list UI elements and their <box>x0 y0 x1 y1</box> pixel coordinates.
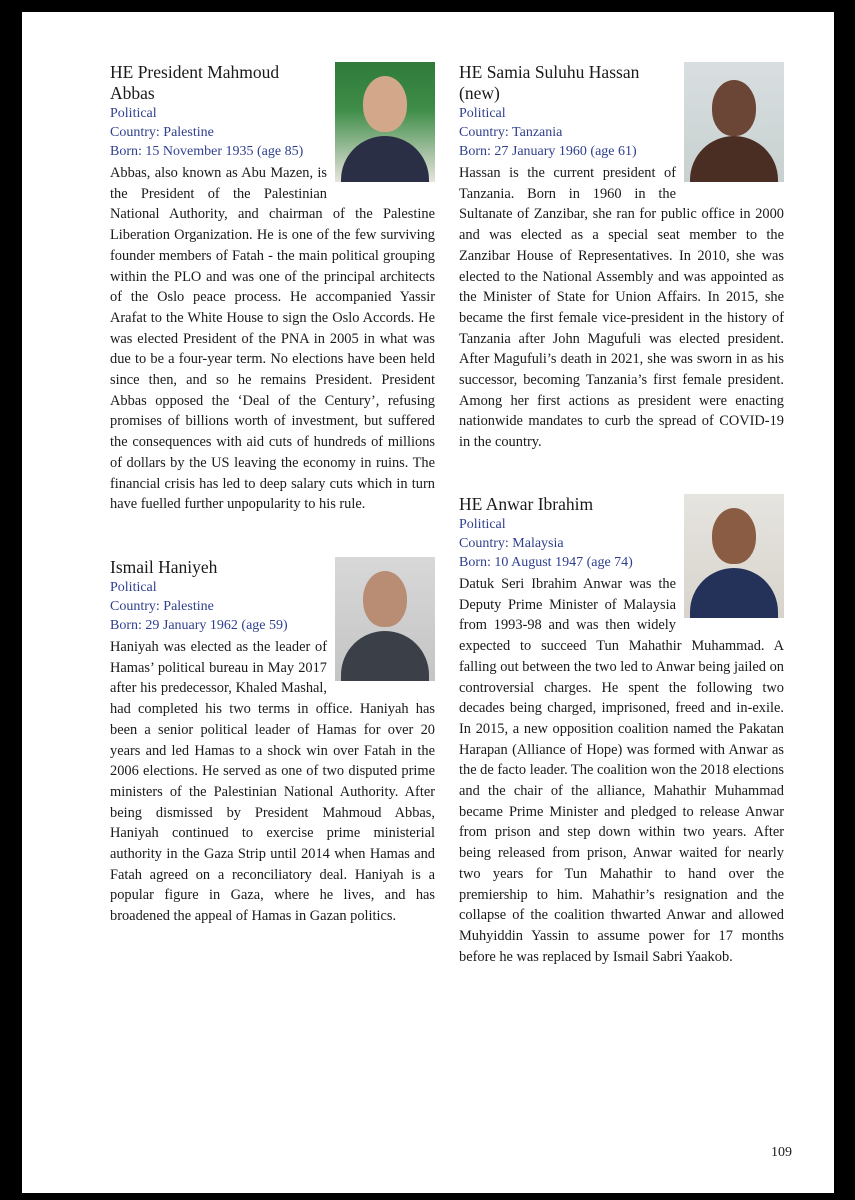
profile-abbas <box>110 62 435 515</box>
profile-category: Political <box>110 580 157 595</box>
portrait-photo <box>684 62 784 182</box>
page-number: 109 <box>771 1145 792 1160</box>
profile-country: Country: Tanzania <box>459 125 563 140</box>
profile-category: Political <box>459 106 506 121</box>
portrait-head <box>712 508 756 564</box>
profile-born: Born: 29 January 1962 (age 59) <box>110 618 288 633</box>
profile-category: Political <box>110 106 157 121</box>
portrait-head <box>363 571 407 627</box>
portrait-head <box>712 80 756 136</box>
profile-bio: Datuk Seri Ibrahim Anwar was the Deputy Prime Minister of Malaysia from 1993-98 and was then widely expected to succeed Tun Mahathir Muhammad. A falling out between the two led to Anwar being jailed on controversial charges. He spent the following two decades being charged, imprisoned, freed and in-exile. In 2015, a new opposition coalition named the Pakatan Harapan (Alliance of Hope) was formed with Anwar as the de facto leader. The coalition won the 2018 elections and the chair of the alliance, Mahathir Muhammad became Prime Minister and pledged to release Anwar from prison and step down within two years. After being released from prison, Anwar waited for nearly two years for Tun Mahathir to hand over the premiership to him. Mahathir’s resignation and the collapse of the coalition thwarted Anwar and allowed Muhyiddin Yassin to assume power for 17 months before he was replaced by Ismail Sabri Yaakob. <box>459 576 785 965</box>
portrait-shoulders <box>341 136 429 182</box>
profile-country: Country: Palestine <box>110 125 214 140</box>
portrait-head <box>363 76 407 132</box>
profile-bio: Abbas, also known as Abu Mazen, is the President of the Palestinian National Authority, and chairman of the Palestine Liberation Organization. He is one of the few surviving founder members of Fatah - the main political grouping within the PLO and was one of the principal architects of the Oslo peace process. He accompanied Yassir Arafat to the White House to sign the Oslo Accords. He was elected President of the PNA in 2005 in what was due to be a four-year term. No elections have been held since then, and so he remains President. President Abbas opposed the ‘Deal of the Century’, refusing promises of billions worth of investment, but suffered the consequences with aid cuts of hundreds of millions of dollars by the US leaving the economy in ruins. The financial crisis has led to deep salary cuts which in turn have fuelled further unpopularity to his rule. <box>110 165 435 513</box>
profile-bio: Hassan is the current president of Tanzania. Born in 1960 in the Sultanate of Zanzibar, she ran for public office in 2000 and was elected as a special seat member to the Zanzibar House of Representatives. In 2010, she was elected to the National Assembly and was appointed as the Minister of State for Union Affairs. In 2015, she became the first female vice-president in the history of Tanzania after John Magufuli was elected president. After Magufuli’s death in 2021, she was sworn in as his successor, becoming Tanzania’s first female president. Among her first actions as president were enacting nationwide mandates to curb the spread of COVID-19 in the country. <box>459 165 784 451</box>
profile-name: HE Anwar Ibrahim <box>459 494 594 514</box>
profile-country: Country: Malaysia <box>459 536 564 551</box>
profile-anwar <box>459 494 784 967</box>
document-page <box>22 12 834 1193</box>
profile-name: HE Samia Suluhu Hassan (new) <box>459 62 640 103</box>
profile-hassan <box>459 62 784 453</box>
portrait-photo <box>335 557 435 681</box>
profile-born: Born: 10 August 1947 (age 74) <box>459 555 633 570</box>
portrait-shoulders <box>690 568 778 618</box>
portrait-photo <box>684 494 784 618</box>
profile-born: Born: 15 November 1935 (age 85) <box>110 144 304 159</box>
profile-bio: Haniyah was elected as the leader of Hamas’ political bureau in May 2017 after his predecessor, Khaled Mashal, had completed his two terms in office. Haniyah has been a senior political leader of Hamas for over 20 years and led Hamas to a shock win over Fatah in the 2006 elections. He served as one of two disputed prime ministers of the Palestinian National Authority. After being dismissed by President Mahmoud Abbas, Haniyah continued to exercise prime ministerial authority in the Gaza Strip until 2014 when Hamas and Fatah agreed on a reconciliatory deal. Haniyah is a popular figure in Gaza, where he lives, and has broadened the appeal of Hamas in Gazan politics. <box>110 639 435 925</box>
portrait-shoulders <box>690 136 778 182</box>
portrait-shoulders <box>341 631 429 681</box>
profile-name: Ismail Haniyeh <box>110 557 218 577</box>
portrait-photo <box>335 62 435 182</box>
profile-name: HE President Mahmoud Abbas <box>110 62 280 103</box>
profile-category: Political <box>459 517 506 532</box>
profile-haniyeh <box>110 557 435 927</box>
profile-born: Born: 27 January 1960 (age 61) <box>459 144 637 159</box>
profile-country: Country: Palestine <box>110 599 214 614</box>
